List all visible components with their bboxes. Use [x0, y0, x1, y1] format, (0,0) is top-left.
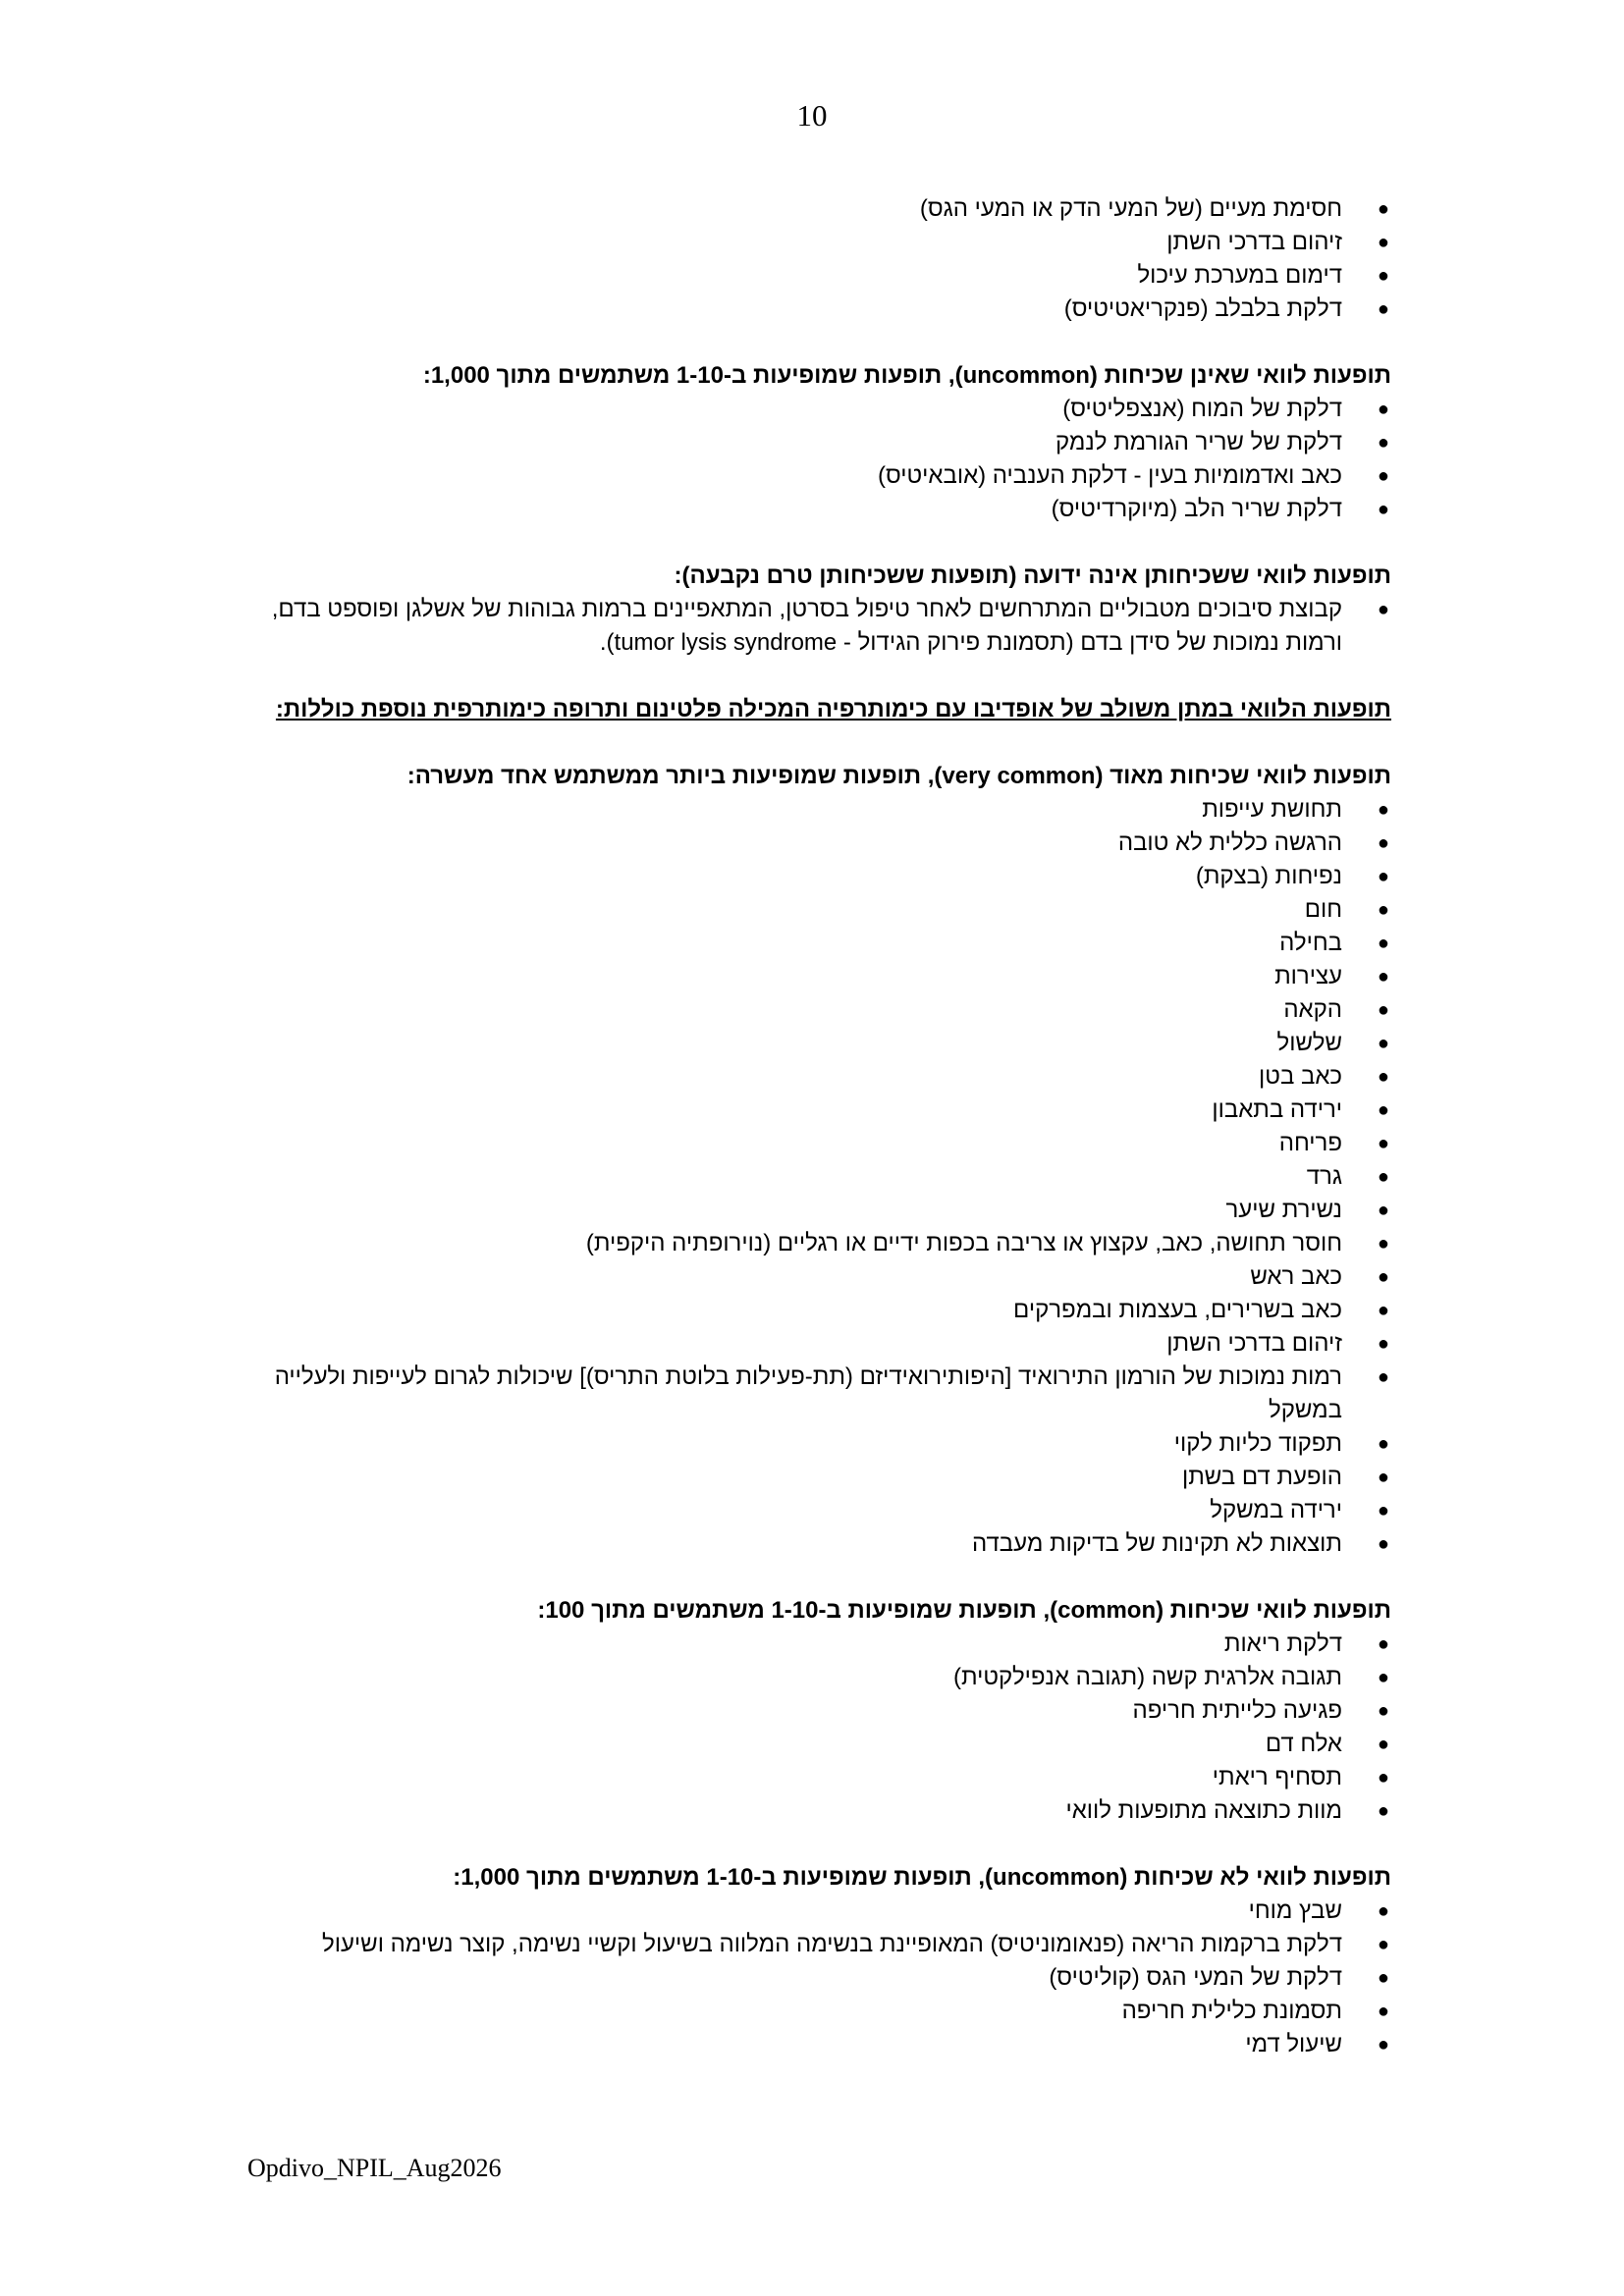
bullet-icon: ● — [1377, 866, 1389, 887]
bullet-icon: ● — [1377, 1333, 1389, 1355]
list-item: ● דימום במערכת עיכול — [233, 259, 1391, 293]
list-item: ● תגובה אלרגית קשה (תגובה אנפילקטית) — [233, 1661, 1391, 1694]
list-item: ● נפיחות (בצקת) — [233, 860, 1391, 893]
list-item: ● אלח דם — [233, 1728, 1391, 1761]
list-item: ● פריחה — [233, 1127, 1391, 1160]
bullet-icon: ● — [1377, 432, 1389, 454]
bullet-icon: ● — [1377, 899, 1389, 921]
bullet-icon: ● — [1377, 1433, 1389, 1455]
list-item: ● כאב בטן — [233, 1060, 1391, 1094]
list-item: ● דלקת של שריר הגורמת לנמק — [233, 426, 1391, 459]
page-number: 10 — [796, 98, 828, 133]
list-item: ● שבץ מוחי — [233, 1895, 1391, 1928]
bullet-icon: ● — [1377, 1800, 1389, 1822]
side-effects-list — [233, 793, 1391, 1561]
section-heading-unknown-frequency: תופעות לוואי ששכיחותן אינה ידועה (תופעות ששכיחותן טרם נקבעה): — [674, 562, 1391, 589]
bullet-icon: ● — [1377, 1934, 1389, 1955]
list-item: ● חום — [233, 893, 1391, 927]
section-heading-common: תופעות לוואי שכיחות (common), תופעות שמופיעות ב-1-10 משתמשים מתוך 100: — [537, 1597, 1391, 1624]
bullet-icon: ● — [1377, 999, 1389, 1021]
bullet-icon: ● — [1377, 465, 1389, 487]
list-item: ● כאב ראש — [233, 1260, 1391, 1294]
list-item: ● כאב ואדמומיות בעין - דלקת הענביה (אובאיטיס) — [233, 459, 1391, 493]
bullet-icon: ● — [1377, 966, 1389, 988]
list-item: ● רמות נמוכות של הורמון התירואיד [היפותירואידיזם (תת-פעילות בלוטת התריס)] שיכולות לגרום לעייפות ולעלייה במשקל — [233, 1361, 1391, 1427]
bullet-icon: ● — [1377, 2034, 1389, 2056]
bullet-icon: ● — [1377, 1633, 1389, 1655]
bullet-icon: ● — [1377, 933, 1389, 954]
list-item: ● עצירות — [233, 960, 1391, 993]
bullet-icon: ● — [1377, 832, 1389, 854]
list-item: ● תחושת עייפות — [233, 793, 1391, 827]
bullet-icon: ● — [1377, 1266, 1389, 1288]
bullet-icon: ● — [1377, 1767, 1389, 1789]
bullet-icon: ● — [1377, 499, 1389, 520]
list-item: ● קבוצת סיבוכים מטבוליים המתרחשים לאחר טיפול בסרטן, המתאפיינים ברמות גבוהות של אשלגן ופוספט בדם, ורמות נמוכות של סידן בדם (תסמונת פירוק הגידול - tumor lysis syndrome). — [233, 593, 1391, 660]
list-item: ● תסחיף ריאתי — [233, 1761, 1391, 1794]
list-item: ● שלשול — [233, 1027, 1391, 1060]
list-item: ● דלקת בלבלב (פנקריאטיטיס) — [233, 293, 1391, 326]
list-item: ● חוסר תחושה, כאב, עקצוץ או צריבה בכפות ידיים או רגליים (נוירופתיה היקפית) — [233, 1227, 1391, 1260]
list-item: ● בחילה — [233, 927, 1391, 960]
bullet-icon: ● — [1377, 1366, 1389, 1388]
bullet-icon: ● — [1377, 198, 1389, 220]
list-item: ● נשירת שיער — [233, 1194, 1391, 1227]
bullet-icon: ● — [1377, 1900, 1389, 1922]
bullet-icon: ● — [1377, 1667, 1389, 1688]
section-heading-uncommon-combo: תופעות לוואי לא שכיחות (uncommon), תופעות שמופיעות ב-1-10 משתמשים מתוך 1,000: — [453, 1864, 1391, 1891]
bullet-icon: ● — [1377, 298, 1389, 320]
side-effects-list — [233, 192, 1391, 326]
bullet-icon: ● — [1377, 1166, 1389, 1188]
list-item: ● דלקת ריאות — [233, 1628, 1391, 1661]
bullet-icon: ● — [1377, 399, 1389, 420]
bullet-icon: ● — [1377, 1734, 1389, 1755]
bullet-icon: ● — [1377, 1133, 1389, 1154]
list-item: ● זיהום בדרכי השתן — [233, 226, 1391, 259]
side-effects-list — [233, 593, 1391, 660]
list-item: ● שיעול דמי — [233, 2028, 1391, 2061]
bullet-icon: ● — [1377, 1300, 1389, 1321]
side-effects-list — [233, 393, 1391, 526]
list-item: ● דלקת ברקמות הריאה (פנאומוניטיס) המאופיינת בנשימה המלווה בשיעול וקשיי נשימה, קוצר נשימה ושיעול — [233, 1928, 1391, 1961]
bullet-icon: ● — [1377, 1467, 1389, 1488]
document-footer: Opdivo_NPIL_Aug2026 — [247, 2154, 502, 2182]
list-item: ● ירידה במשקל — [233, 1494, 1391, 1527]
list-item: ● הקאה — [233, 993, 1391, 1027]
bullet-icon: ● — [1377, 1033, 1389, 1054]
side-effects-list — [233, 1895, 1391, 2061]
list-item: ● חסימת מעיים (של המעי הדק או המעי הגס) — [233, 192, 1391, 226]
list-item: ● תוצאות לא תקינות של בדיקות מעבדה — [233, 1527, 1391, 1561]
bullet-icon: ● — [1377, 232, 1389, 253]
list-item: ● דלקת של המוח (אנצפליטיס) — [233, 393, 1391, 426]
bullet-icon: ● — [1377, 1533, 1389, 1555]
bullet-icon: ● — [1377, 1233, 1389, 1255]
bullet-icon: ● — [1377, 1066, 1389, 1088]
side-effects-list — [233, 1628, 1391, 1828]
list-item: ● מוות כתוצאה מתופעות לוואי — [233, 1794, 1391, 1828]
list-item: ● תפקוד כליות לקוי — [233, 1427, 1391, 1461]
list-item: ● זיהום בדרכי השתן — [233, 1327, 1391, 1361]
list-item: ● ירידה בתאבון — [233, 1094, 1391, 1127]
list-item: ● דלקת של המעי הגס (קוליטיס) — [233, 1961, 1391, 1995]
section-heading-uncommon: תופעות לוואי שאינן שכיחות (uncommon), תופעות שמופיעות ב-1-10 משתמשים מתוך 1,000: — [422, 362, 1391, 389]
bullet-icon: ● — [1377, 1099, 1389, 1121]
list-item: ● פגיעה כלייתית חריפה — [233, 1694, 1391, 1728]
bullet-icon: ● — [1377, 265, 1389, 287]
bullet-icon: ● — [1377, 1700, 1389, 1722]
list-item: ● גרד — [233, 1160, 1391, 1194]
list-item: ● הופעת דם בשתן — [233, 1461, 1391, 1494]
list-item: ● כאב בשרירים, בעצמות ובמפרקים — [233, 1294, 1391, 1327]
list-item: ● תסמונת כלילית חריפה — [233, 1995, 1391, 2028]
bullet-icon: ● — [1377, 1200, 1389, 1221]
section-heading-very-common: תופעות לוואי שכיחות מאוד (very common), תופעות שמופיעות ביותר ממשתמש אחד מעשרה: — [406, 763, 1391, 789]
leaflet-content — [233, 192, 1391, 2061]
bullet-icon: ● — [1377, 1500, 1389, 1522]
bullet-icon: ● — [1377, 2001, 1389, 2022]
list-item: ● דלקת שריר הלב (מיוקרדיטיס) — [233, 493, 1391, 526]
bullet-icon: ● — [1377, 799, 1389, 821]
bullet-icon: ● — [1377, 599, 1389, 620]
bullet-icon: ● — [1377, 1967, 1389, 1989]
combination-therapy-heading: תופעות הלוואי במתן משולב של אופדיבו עם כימותרפיה המכילה פלטינום ותרופה כימותרפית נוספת כוללות: — [275, 696, 1391, 722]
list-item: ● הרגשה כללית לא טובה — [233, 827, 1391, 860]
